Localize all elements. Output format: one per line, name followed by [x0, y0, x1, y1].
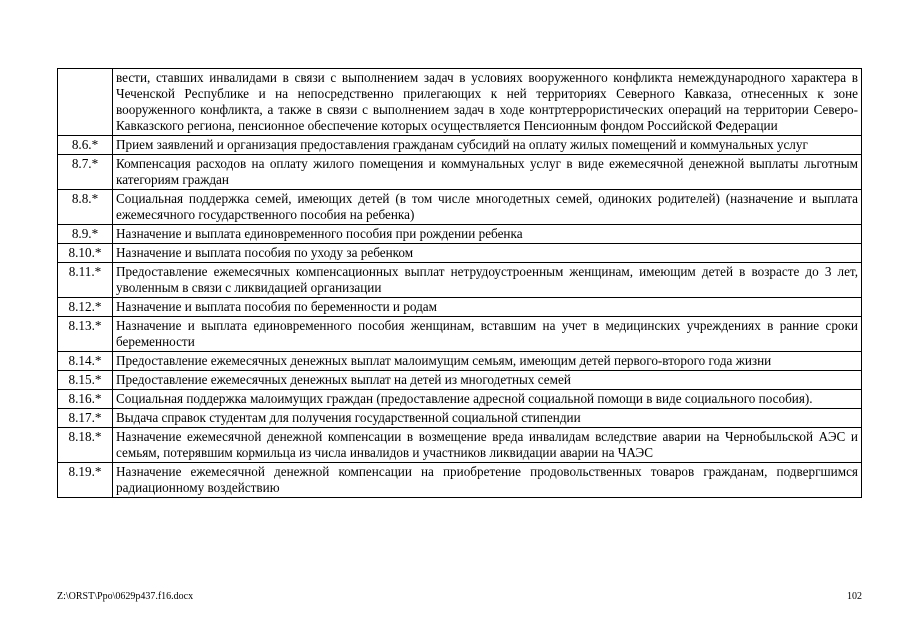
row-number: 8.16.*	[58, 390, 113, 409]
row-number: 8.8.*	[58, 190, 113, 225]
services-table	[57, 68, 862, 498]
row-number: 8.13.*	[58, 317, 113, 352]
row-number: 8.14.*	[58, 352, 113, 371]
row-description: Прием заявлений и организация предоставления гражданам субсидий на оплату жилых помещений и коммунальных услуг	[113, 136, 862, 155]
row-number: 8.6.*	[58, 136, 113, 155]
row-description: Назначение и выплата пособия по беременности и родам	[113, 298, 862, 317]
table-row	[58, 428, 862, 463]
table-row	[58, 298, 862, 317]
row-description: Компенсация расходов на оплату жилого помещения и коммунальных услуг в виде ежемесячной денежной выплаты льготным категориям граждан	[113, 155, 862, 190]
table-row	[58, 371, 862, 390]
row-number: 8.11.*	[58, 263, 113, 298]
row-description: Назначение ежемесячной денежной компенсации в возмещение вреда инвалидам вследствие аварии на Чернобыльской АЭС и семьям, потерявшим кормильца из числа инвалидов и участников ликвидации аварии на ЧАЭС	[113, 428, 862, 463]
row-number: 8.7.*	[58, 155, 113, 190]
footer-file-path: Z:\ORST\Ppo\0629p437.f16.docx	[57, 591, 194, 602]
row-number: 8.17.*	[58, 409, 113, 428]
row-description: Назначение и выплата единовременного пособия при рождении ребенка	[113, 225, 862, 244]
table-row	[58, 463, 862, 498]
row-description: Предоставление ежемесячных компенсационных выплат нетрудоустроенным женщинам, имеющим детей в возрасте до 3 лет, уволенным в связи с ликвидацией организации	[113, 263, 862, 298]
row-description: Назначение и выплата единовременного пособия женщинам, вставшим на учет в медицинских учреждениях в ранние сроки беременности	[113, 317, 862, 352]
row-number: 8.10.*	[58, 244, 113, 263]
row-description: Предоставление ежемесячных денежных выплат на детей из многодетных семей	[113, 371, 862, 390]
row-description: Назначение и выплата пособия по уходу за ребенком	[113, 244, 862, 263]
table-row	[58, 190, 862, 225]
footer-page-number: 102	[847, 591, 862, 602]
table-row	[58, 390, 862, 409]
row-number: 8.12.*	[58, 298, 113, 317]
row-description: Предоставление ежемесячных денежных выплат малоимущим семьям, имеющим детей первого-второго года жизни	[113, 352, 862, 371]
row-description: Выдача справок студентам для получения государственной социальной стипендии	[113, 409, 862, 428]
row-description: вести, ставших инвалидами в связи с выполнением задач в условиях вооруженного конфликта немеждународного характера в Чеченской Республике и на непосредственно прилегающих к ней территориях Северного Кавказа, отнесенных к зоне вооруженного конфликта, а также в связи с выполнением задач в ходе контртеррористических операций на территории Северо-Кавказского региона, пенсионное обеспечение которых осуществляется Пенсионным фондом Российской Федерации	[113, 69, 862, 136]
table-row	[58, 69, 862, 136]
row-number: 8.18.*	[58, 428, 113, 463]
row-number: 8.15.*	[58, 371, 113, 390]
row-description: Назначение ежемесячной денежной компенсации на приобретение продовольственных товаров гражданам, подвергшимся радиационному воздействию	[113, 463, 862, 498]
table-row	[58, 317, 862, 352]
row-number: 8.19.*	[58, 463, 113, 498]
table-row	[58, 244, 862, 263]
row-number	[58, 69, 113, 136]
table-row	[58, 136, 862, 155]
table-row	[58, 409, 862, 428]
table-row	[58, 155, 862, 190]
row-description: Социальная поддержка семей, имеющих детей (в том числе многодетных семей, одиноких родителей) (назначение и выплата ежемесячного государственного пособия на ребенка)	[113, 190, 862, 225]
table-row	[58, 225, 862, 244]
table-row	[58, 263, 862, 298]
row-description: Социальная поддержка малоимущих граждан (предоставление адресной социальной помощи в виде социального пособия).	[113, 390, 862, 409]
table-row	[58, 352, 862, 371]
row-number: 8.9.*	[58, 225, 113, 244]
